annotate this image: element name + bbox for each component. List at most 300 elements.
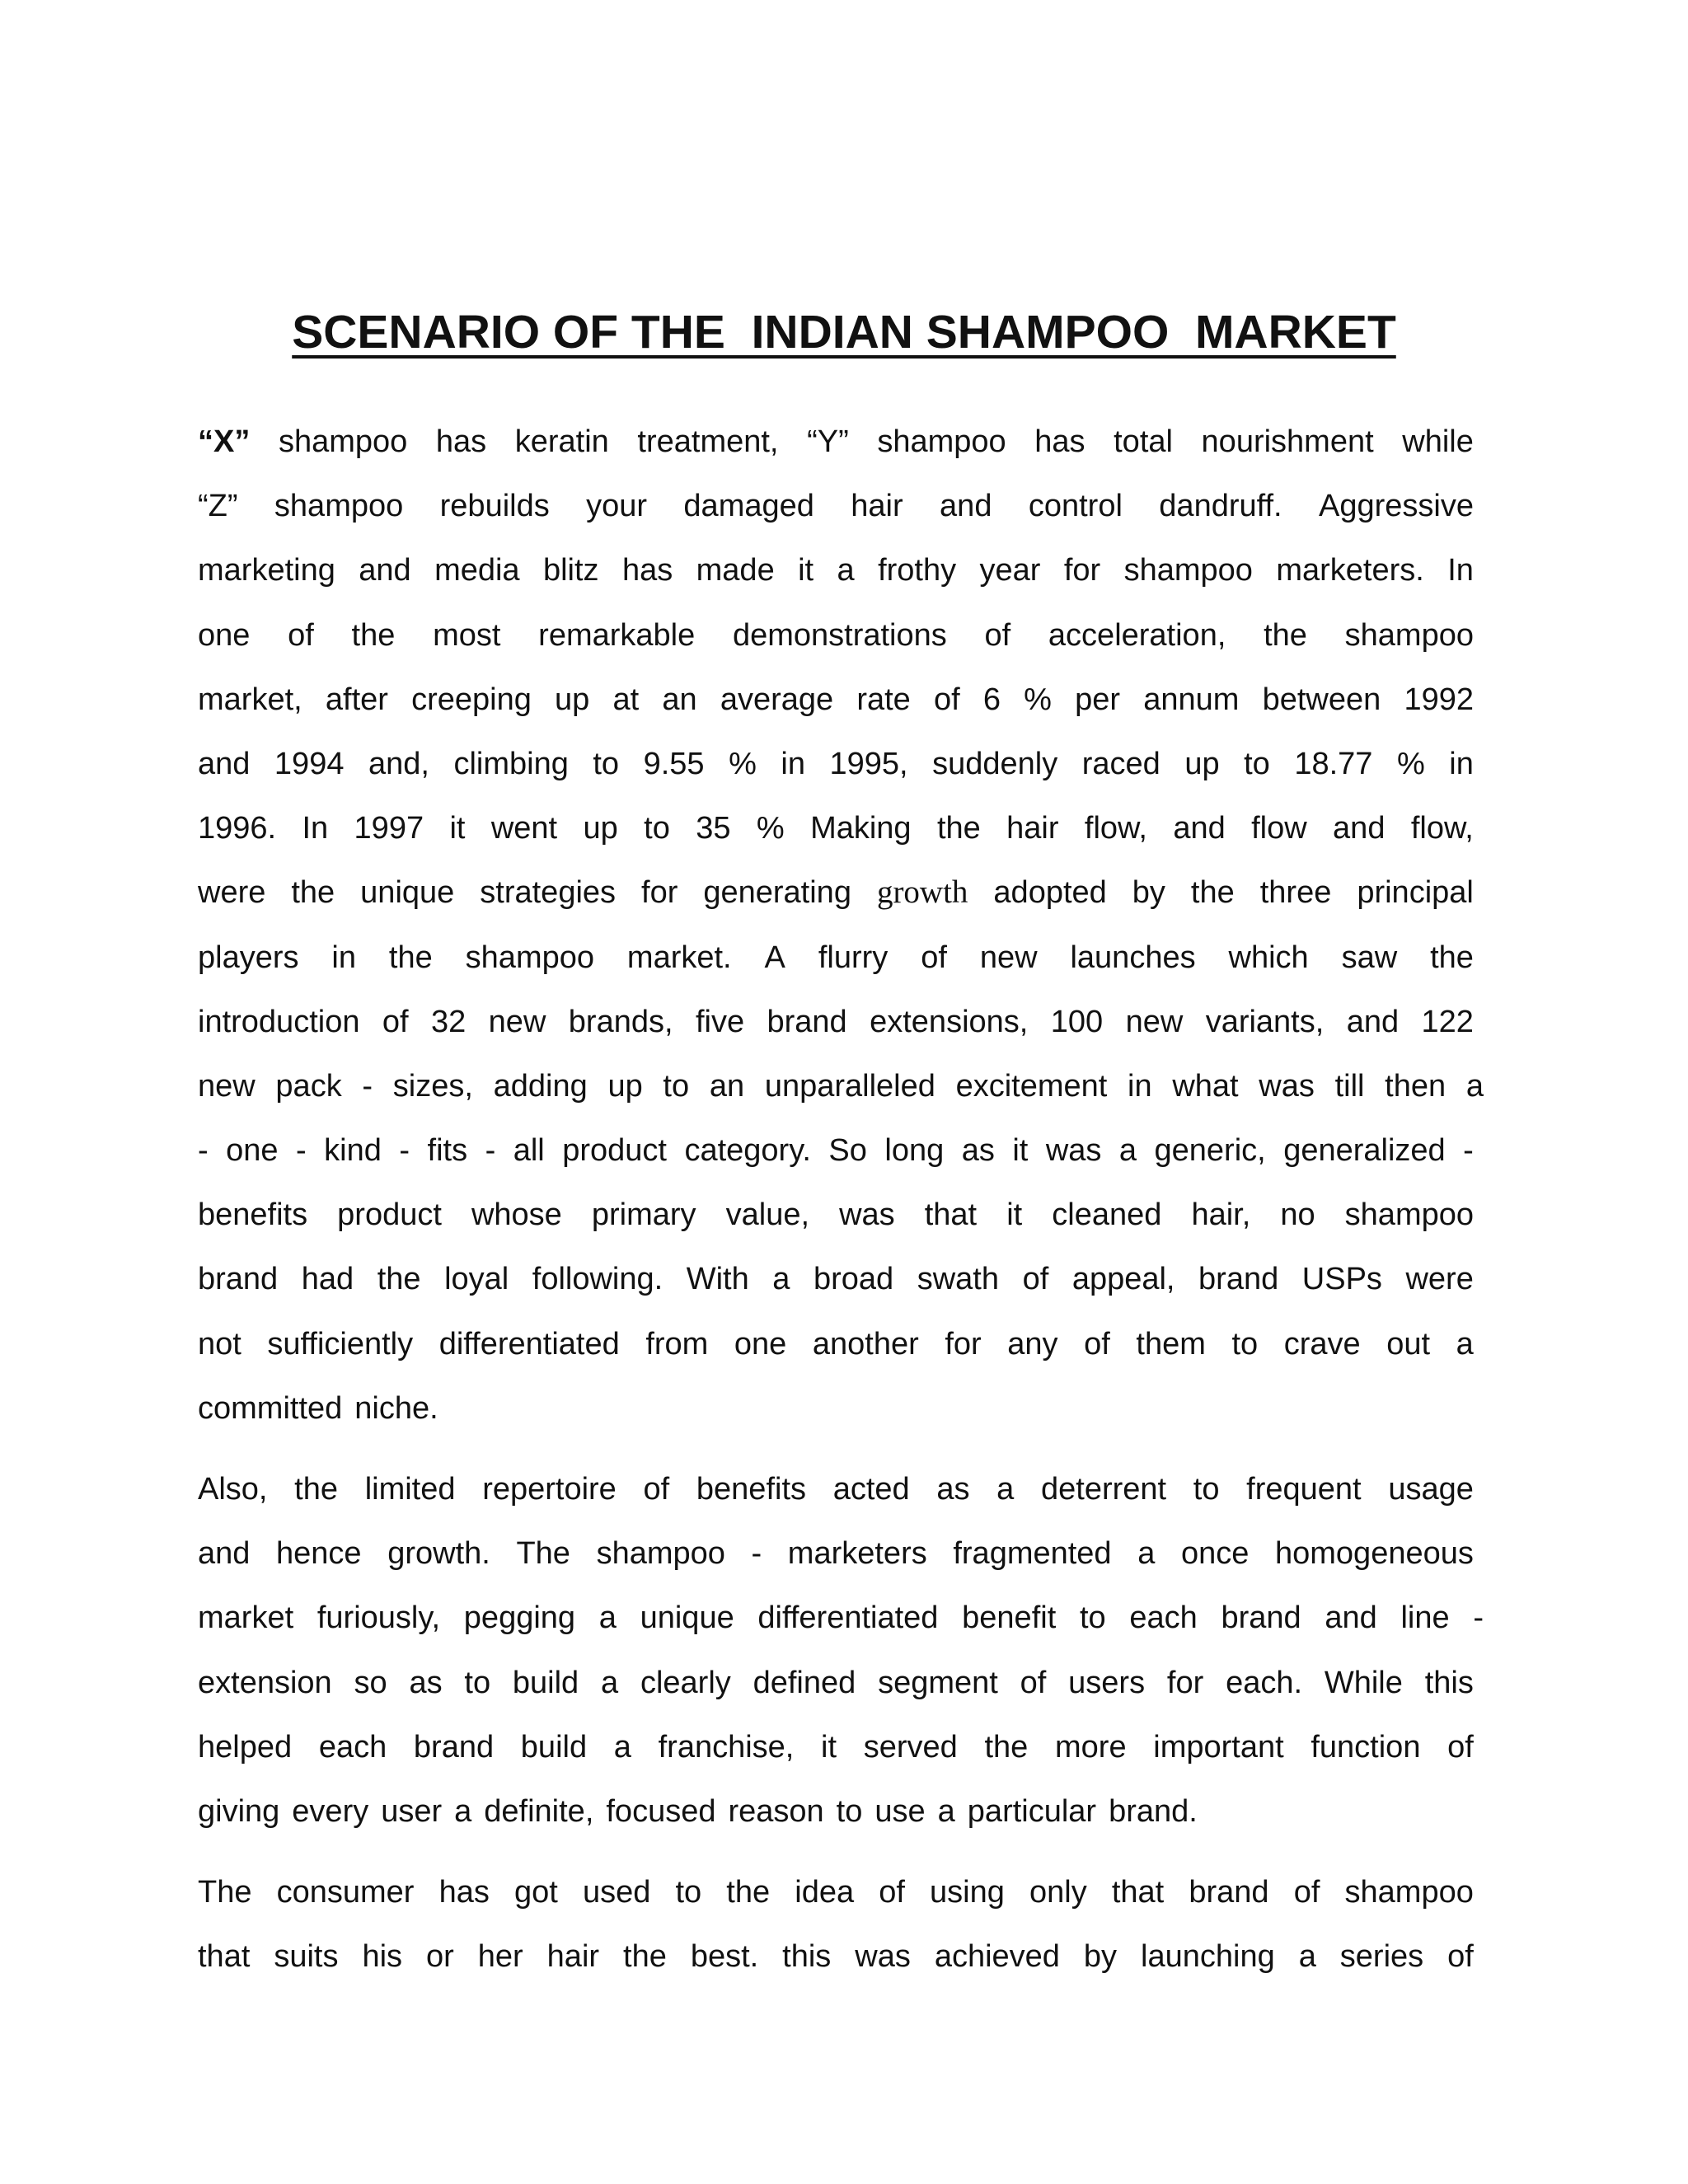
word: of [933,682,960,717]
word: franchise, [658,1729,795,1765]
word: particular [967,1793,1097,1829]
word: has [438,1875,490,1910]
word: appeal, [1071,1262,1175,1297]
word: acted [832,1472,910,1507]
word: In [302,811,329,846]
word: were [1405,1262,1474,1297]
word: shampoo [877,424,1006,459]
word: generic, [1154,1133,1266,1169]
word: was [855,1939,911,1975]
word: while [1402,424,1474,459]
word: 1995, [829,746,908,781]
word: five [695,1004,745,1039]
word: the [1430,940,1474,975]
word: and [198,1536,251,1572]
word: repertoire [482,1472,617,1507]
word: her [477,1939,523,1975]
word: - [198,1133,209,1169]
word: - [296,1133,307,1169]
text-line [198,1118,1474,1183]
word: unparalleled [764,1068,935,1104]
word: growth [876,874,968,911]
word: category. [684,1133,811,1169]
text-line [198,1924,1474,1989]
word: the [984,1729,1029,1765]
word: homogeneous [1275,1536,1474,1572]
word: Also, [198,1472,268,1507]
paragraph-gap [198,1844,1474,1860]
word: primary [591,1197,696,1233]
word: of [1447,1729,1474,1765]
paragraph-2 [198,1457,1484,1844]
word: shampoo [1344,617,1474,653]
word: flow, [1084,811,1147,846]
word: had [301,1262,354,1297]
word: unique [360,875,455,911]
word: damaged [683,489,814,524]
text-line [198,1183,1474,1247]
word: fragmented [953,1536,1112,1572]
word: or [426,1939,454,1975]
word: adding [493,1068,588,1104]
word: were [198,875,266,911]
word: market, [198,682,302,717]
word: best. [690,1939,759,1975]
word: and, [368,746,429,781]
text-line [198,796,1474,860]
word: unique [640,1601,734,1636]
word: frothy [878,553,957,588]
word: remarkable [538,617,696,653]
word: Aggressive [1319,489,1474,524]
word: extension [198,1665,332,1700]
word: variants, [1205,1004,1325,1039]
word: % [1024,682,1052,717]
word: flow [1251,811,1307,846]
word: 35 [696,811,731,846]
word: that [1111,1875,1165,1910]
word: to [1193,1472,1220,1507]
word: following. [532,1262,663,1297]
word: brand [1221,1601,1301,1636]
word: no [1280,1197,1315,1233]
text-line [198,1054,1484,1118]
word: 18.77 [1294,746,1373,781]
word: what [1172,1068,1239,1104]
word: shampoo [1344,1875,1474,1910]
word: 6 [982,682,1001,717]
word: swath [917,1262,1000,1297]
word: was [1045,1133,1102,1169]
word: it [798,553,814,588]
word: % [729,746,757,781]
word: for [641,875,678,911]
word: per [1075,682,1121,717]
word: 9.55 [643,746,705,781]
word: it [1012,1133,1029,1169]
word: any [1007,1326,1058,1361]
word: and [1333,811,1386,846]
word: an [709,1068,745,1104]
word: differentiated [438,1326,620,1361]
word: his [362,1939,403,1975]
word: for [1063,553,1101,588]
word: in [1449,746,1474,781]
word: build [512,1665,579,1700]
word: as [409,1665,443,1700]
word: a [996,1472,1015,1507]
word: The [516,1536,570,1572]
word: only [1029,1875,1087,1910]
word: between [1262,682,1381,717]
word: marketing [198,553,335,588]
word: it [449,811,466,846]
word: to [644,811,670,846]
text-line [198,1860,1474,1924]
word: went [490,811,558,846]
text-line [198,668,1474,732]
word: demonstrations [732,617,947,653]
word: a [772,1262,790,1297]
word: media [434,553,520,588]
word: segment [878,1665,998,1700]
word: which [1228,940,1309,975]
word: a [598,1601,617,1636]
word: and [1325,1601,1377,1636]
word: launches [1070,940,1196,975]
word: new [198,1068,256,1104]
word: each. [1226,1665,1303,1700]
word: kind [324,1133,382,1169]
word: % [1396,746,1425,781]
word: players [198,940,299,975]
text-line [198,990,1474,1054]
word: this [1424,1665,1474,1700]
word: hair, [1191,1197,1251,1233]
word: of [1084,1326,1110,1361]
word: up [607,1068,643,1104]
word: market. [626,940,732,975]
word: the [936,811,981,846]
word: of [1447,1939,1474,1975]
word: Making [810,811,912,846]
word: In [1447,553,1474,588]
word: differentiated [757,1601,939,1636]
word: long [884,1133,945,1169]
word: once [1180,1536,1250,1572]
word: rate [856,682,911,717]
word: growth. [387,1536,490,1572]
word: adopted [993,875,1107,911]
word: was [1259,1068,1315,1104]
word: a [1298,1939,1316,1975]
word: niche. [354,1390,438,1426]
word: it [821,1729,837,1765]
word: treatment, [637,424,779,459]
word: strategies [480,875,617,911]
word: of [984,617,1011,653]
word: the [1190,875,1235,911]
word: marketers. [1276,553,1424,588]
word: control [1028,489,1123,524]
word: idea [795,1875,855,1910]
word: each [1129,1601,1198,1636]
word: shampoo [274,489,404,524]
word: suits [274,1939,339,1975]
word: up [1184,746,1220,781]
text-line [198,1586,1484,1650]
word: the [1264,617,1307,653]
word: 1997 [354,811,424,846]
word: benefits [198,1197,308,1233]
word: as [961,1133,995,1169]
word: by [1132,875,1165,911]
word: brand. [1109,1793,1198,1829]
word: them [1136,1326,1206,1361]
word: has [621,553,673,588]
word: sizes, [392,1068,473,1104]
word: “X” [198,424,251,459]
word: brand [1189,1875,1269,1910]
word: extensions, [870,1004,1029,1039]
word: focused [606,1793,716,1829]
word: whose [471,1197,562,1233]
word: then [1385,1068,1447,1104]
word: launching [1141,1939,1275,1975]
word: function [1311,1729,1421,1765]
word: excitement [955,1068,1108,1104]
word: flow, [1410,811,1474,846]
word: 1992 [1404,682,1474,717]
word: and [1173,811,1226,846]
word: benefit [962,1601,1057,1636]
word: 100 [1050,1004,1104,1039]
word: a [1137,1536,1156,1572]
word: for [945,1326,982,1361]
word: and [940,489,992,524]
word: furiously, [316,1601,441,1636]
word: three [1259,875,1332,911]
word: raced [1081,746,1160,781]
word: not [198,1326,241,1361]
word: in [331,940,356,975]
word: all [513,1133,545,1169]
text-line [198,926,1474,990]
word: With [686,1262,749,1297]
word: using [930,1875,1005,1910]
word: of [1293,1875,1320,1910]
word: USPs [1301,1262,1382,1297]
word: - [1463,1133,1474,1169]
word: generalized [1283,1133,1446,1169]
word: of [382,1004,409,1039]
word: of [1022,1262,1049,1297]
word: rebuilds [439,489,550,524]
word: benefits [696,1472,806,1507]
word: in [781,746,805,781]
word: reason [728,1793,824,1829]
word: has [435,424,487,459]
word: defined [753,1665,856,1700]
text-line [198,410,1474,474]
word: - [399,1133,410,1169]
word: brand [767,1004,847,1039]
word: use [874,1793,926,1829]
text-line [198,1521,1474,1586]
word: While [1324,1665,1403,1700]
word: to [464,1665,491,1700]
word: definite, [484,1793,594,1829]
word: one [198,617,251,653]
word: 1996. [198,811,277,846]
word: of [879,1875,905,1910]
word: loyal [444,1262,509,1297]
word: acceleration, [1048,617,1226,653]
word: of [921,940,947,975]
word: another [812,1326,919,1361]
word: total [1114,424,1173,459]
text-line [198,1715,1474,1779]
word: for [1166,1665,1204,1700]
word: fits [427,1133,468,1169]
text-line [198,538,1474,602]
word: users [1068,1665,1146,1700]
word: to [1244,746,1270,781]
word: brands, [568,1004,673,1039]
word: value, [725,1197,810,1233]
word: brand [198,1262,279,1297]
word: as [936,1472,970,1507]
word: this [782,1939,832,1975]
word: an [662,682,697,717]
word: new [488,1004,546,1039]
text-line [198,1457,1474,1521]
word: market [198,1601,294,1636]
word: achieved [934,1939,1060,1975]
word: your [586,489,648,524]
word: line [1400,1601,1450,1636]
word: average [720,682,834,717]
word: the [388,940,433,975]
word: a [937,1793,955,1829]
word: “Z” [198,489,238,524]
word: important [1153,1729,1284,1765]
text-line [198,1247,1474,1311]
word: frequent [1246,1472,1362,1507]
word: So [828,1133,867,1169]
word: annum [1143,682,1240,717]
word: to [836,1793,863,1829]
word: after [325,682,388,717]
text-line [198,474,1474,538]
word: to [1079,1601,1106,1636]
word: the [623,1939,667,1975]
word: broad [813,1262,894,1297]
text-line [198,1376,1474,1441]
word: shampoo [596,1536,725,1572]
word: so [354,1665,387,1700]
word: creeping [411,682,532,717]
word: - [1473,1601,1484,1636]
word: suddenly [932,746,1058,781]
word: principal [1357,875,1474,911]
word: it [1006,1197,1023,1233]
word: out [1386,1326,1431,1361]
word: new [979,940,1038,975]
word: product [337,1197,442,1233]
word: got [513,1875,558,1910]
word: series [1339,1939,1424,1975]
word: marketers [787,1536,927,1572]
word: clearly [640,1665,731,1700]
word: up [583,811,618,846]
word: and [198,746,251,781]
word: that [198,1939,251,1975]
word: build [520,1729,588,1765]
word: consumer [276,1875,415,1910]
word: the [351,617,396,653]
word: up [555,682,590,717]
word: - [362,1068,373,1104]
word: a [454,1793,472,1829]
word: of [288,617,314,653]
word: hair [851,489,903,524]
word: pack [275,1068,342,1104]
word: hence [276,1536,362,1572]
word: has [1034,424,1085,459]
word: blitz [542,553,599,588]
word: a [1456,1326,1474,1361]
page-title: SCENARIO OF THE INDIAN SHAMPOO MARKET [292,306,1396,359]
word: from [645,1326,709,1361]
text-line [198,732,1474,796]
word: the [377,1262,421,1297]
word: of [643,1472,670,1507]
word: product [562,1133,667,1169]
word: a [613,1729,631,1765]
word: saw [1341,940,1398,975]
word: The [198,1875,252,1910]
paragraph-gap [198,1441,1474,1457]
word: a [1118,1133,1137,1169]
word: used [582,1875,651,1910]
word: deterrent [1041,1472,1167,1507]
paragraph-3 [198,1860,1474,1989]
word: pegging [463,1601,576,1636]
word: limited [364,1472,456,1507]
word: crave [1283,1326,1361,1361]
word: dandruff. [1159,489,1282,524]
word: the [726,1875,771,1910]
word: served [863,1729,958,1765]
text-line [198,1779,1474,1844]
word: climbing [453,746,569,781]
text-line [198,1312,1474,1376]
document-body [198,410,1484,1990]
word: - [751,1536,762,1572]
word: that [924,1197,978,1233]
word: in [1128,1068,1152,1104]
text-line [198,860,1474,925]
word: nourishment [1201,424,1374,459]
word: the [291,875,335,911]
word: every [292,1793,369,1829]
word: brand [413,1729,495,1765]
word: keratin [514,424,609,459]
word: shampoo [278,424,408,459]
word: shampoo [1344,1197,1474,1233]
word: a [601,1665,619,1700]
